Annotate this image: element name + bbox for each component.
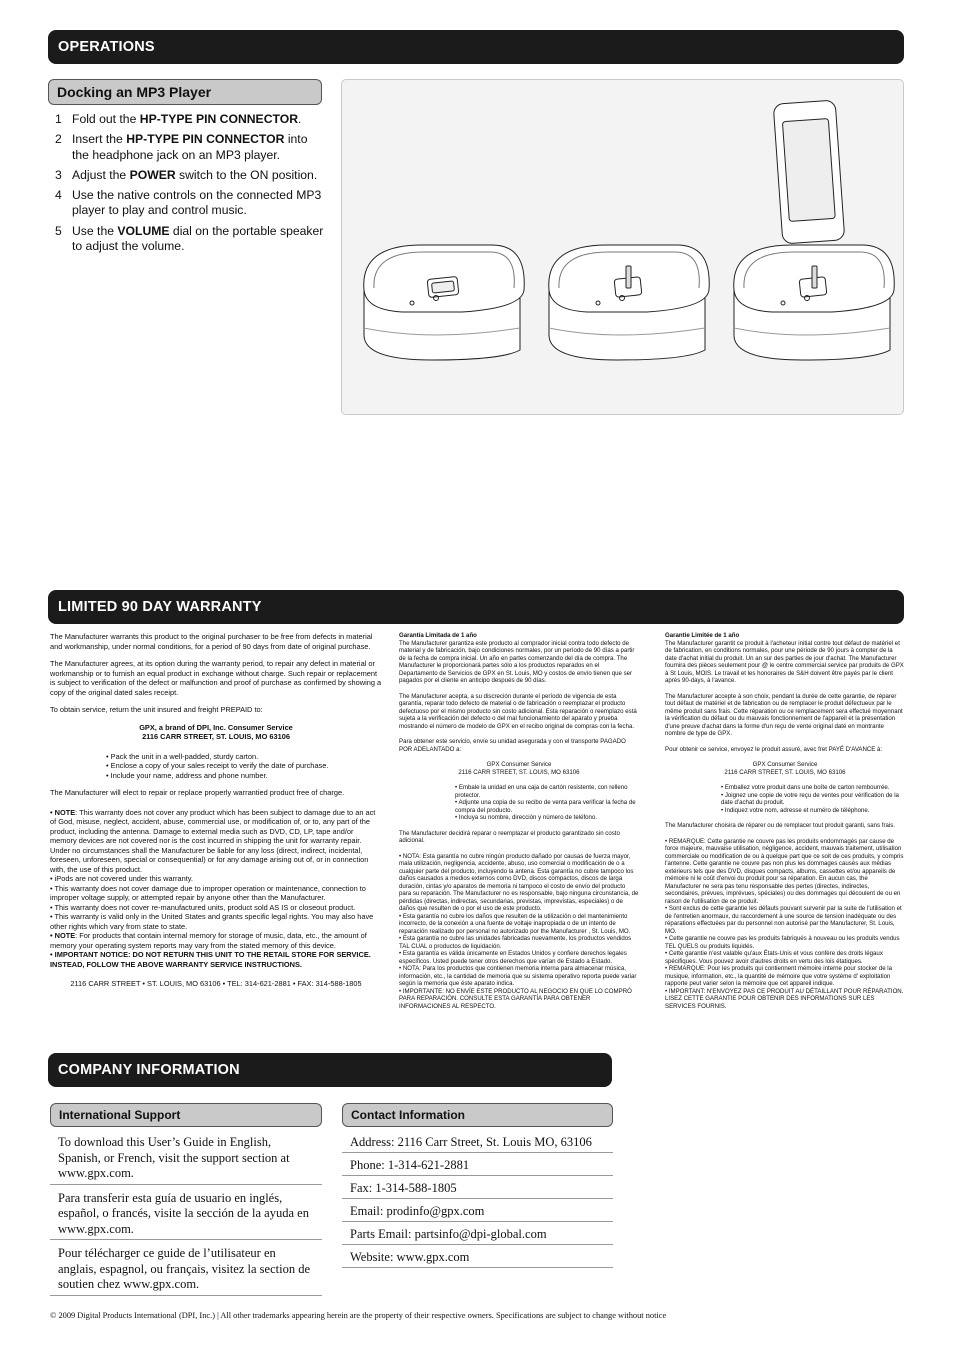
company-header: COMPANY INFORMATION: [48, 1053, 612, 1087]
step-4: 4 Use the native controls on the connected MP3 player to play and control music.: [55, 187, 322, 218]
speaker-1-icon: [364, 245, 524, 360]
intl-support-subheader: International Support: [50, 1103, 322, 1127]
intl-french: Pour télécharger ce guide de l’utilisateur en anglais, espagnol, ou français, visitez la section de soutien chez www.gpx.com.: [50, 1246, 322, 1296]
contact-website: Website: www.gpx.com: [342, 1250, 613, 1268]
operations-header: OPERATIONS: [48, 30, 904, 64]
mp3-player-icon: [773, 100, 845, 244]
contact-info-subheader: Contact Information: [342, 1103, 613, 1127]
docking-illustration: [341, 79, 904, 415]
contact-address: Address: 2116 Carr Street, St. Louis MO, 63106: [342, 1135, 613, 1153]
contact-email: Email: prodinfo@gpx.com: [342, 1204, 613, 1222]
step-1: 1 Fold out the HP-TYPE PIN CONNECTOR.: [55, 112, 302, 126]
step-2: 2 Insert the HP-TYPE PIN CONNECTOR into the headphone jack on an MP3 player.: [55, 132, 308, 162]
speaker-dock-diagram: [342, 80, 905, 416]
warranty-french: Garantie Limitée de 1 año The Manufacturer garantit ce produit à l'acheteur initial contre tout défaut de matériel et de fabrication, en conditions normales, pour une période de 90 jours à compter de la date d'achat initial du produit. Un an sur des parties de jour d'achat. The Manufacturer fournira des pièces seulement pour @ le centre commercial service par produits de GPX à St Louis, MOIS. Le travail et les honoraires de S&H doivent être payés par le client après 90-days, à l'avance. The Manufacturer accepte à son choix, pendant la durée de cette garantie, de réparer tout défaut de matériel et de fabrication ou de remplacer le produit défectueux par le même produit sans frais. Cette réparation ou ce remplacement sera effectué moyennant la vérification du défaut ou du mauvais fonctionnement de l'appareil et la présentation d'une preuve d'achat dans la forme d'un reçu de vente original daté en montrante nombre de type de GPX. Pour obtenir ce service, envoyez le produit assuré, avec fret PAYÉ D'AVANCE à: GPX Consumer Service 2116 CARR STREET, ST. LOUIS, MO 63106 • Emballez votre produit dans une boîte de carton rembourrée. • Joignez une copie de votre reçu de ventes pour vérification de la date d'achat du produit. • Indiquez votre nom, adresse et numéro de téléphone. The Manufacturer choisira de réparer ou de remplacer tout produit garanti, sans frais. • REMARQUE: Cette garantie ne couvre pas les produits endommagés par cause de force majeure, mauvaise utilisation, négligence, accident, mauvais traitement, utilisation commerciale ou modification de ou à quelque part que ce soit de ces produits, y compris l'antenne. Cette garantie ne couvre pas non plus les dommages causés aux médias extérieurs tels que des DVD, disques compacts, albums, cassettes et/ou appareils de mémoire ni le coût d'envoi du produit pour sa réparation. En aucun cas, the Manufacturer ne sera pas tenu responsable des pertes (directes, indirectes, secondaires, prévues, imprévues, spéciales) ou des dommages qui découlent de ou en raison de l'utilisation de ce produit. • Sont exclus de cette garantie les défauts pouvant survenir par la suite de l'utilisation et de l'entretien anormaux, du raccordement à une source de tension inadéquate ou des réparations effectuées par du personnel non autorisé par the Manufacturer, St. Louis, MO. • Cette garantie ne couvre pas les produits fabriqués à nouveau ou les produits vendus TEL QUELS ou produits liquidés. • Cette garantie n'est valable qu'aux États-Unis et vous confère des droits légaux spécifiques. Vous pouvez avoir d'autres droits en vertu des lois étatiques. • REMARQUE: Pour les produits qui contiennent mémoire interne pour stocker de la musique, information, etc., la quantité de mémoire que votre système d' exploitation rapporte peut varier selon la mémoire que cet appareil indique. • IMPORTANT: N'ENVOYEZ PAS CE PRODUIT AU DÉTAILLANT POUR RÉPARATION. LISEZ CETTE GARANTIE POUR OBTENIR DES INFORMATIONS SUR LES SERVICES FOURNIS.: [665, 632, 904, 1010]
docking-subheader: Docking an MP3 Player: [48, 79, 322, 105]
intl-spanish: Para transferir esta guía de usuario en inglés, español, o francés, visite la sección de la ayuda en www.gpx.com.: [50, 1191, 322, 1241]
intl-support-text: [50, 1135, 322, 1302]
step-5: 5 Use the VOLUME dial on the portable speaker to adjust the volume.: [55, 223, 324, 254]
step-3: 3 Adjust the POWER switch to the ON position.: [55, 167, 318, 182]
contact-phone: Phone: 1-314-621-2881: [342, 1158, 613, 1176]
warranty-english: The Manufacturer warrants this product to the original purchaser to be free from defects in material and workmanship, under normal conditions, for a period of 90 days from date of original purchase. The Manufacturer agrees, at its option during the warranty period, to repair any defect in material or workmanship or to furnish an equal product in exchange without charge. Such repair or replacement is subject to verification of the defect or malfunction and proof of purchase as confirmed by showing a copy of the original dated sales receipt. To obtain service, return the unit insured and freight PREPAID to: GPX, a brand of DPI, Inc. Consumer Service 2116 CARR STREET, ST. LOUIS, MO 63106 • Pack the unit in a well-padded, sturdy carton. • Enclose a copy of your sales receipt to verify the date of purchase. • Include your name, address and phone number. The Manufacturer will elect to repair or replace properly warrantied product free of charge. • NOTE: This warranty does not cover any product which has been subject to damage due to an act of God, misuse, neglect, accident, abuse, commercial use, or modification of, or to, any part of the product, including the antenna. Damage to external media such as DVD, CD, LP, tape and/or memory devices are not covered nor is the cost incurred in shipping the unit for warranty repair. Under no circumstances shall the Manufacturer be liable for any loss (direct, indirect, incidental, foreseen, unforeseen, special or consequential) or for any damage arising out of, or in connection with, the use of this product. • iPods are not covered under this warranty. • This warranty does not cover damage due to improper operation or maintenance, connection to improper voltage supply, or attempted repair by anyone other than the Manufacturer. • This warranty does not cover re-manufactured units, product sold AS IS or closeout product. • This warranty is valid only in the United States and grants specific legal rights. You may also have other rights which vary from state to state. • NOTE: For products that contain internal memory for storage of music, data, etc., the amount of memory your operating system reports may vary from the stated memory of this device. • IMPORTANT NOTICE: DO NOT RETURN THIS UNIT TO THE RETAIL STORE FOR SERVICE. INSTEAD, FOLLOW THE ABOVE WARRANTY SERVICE INSTRUCTIONS. 2116 CARR STREET • ST. LOUIS, MO 63106 • TEL: 314-621-2881 • FAX: 314-588-1805: [50, 632, 382, 988]
contact-parts-email: Parts Email: partsinfo@dpi-global.com: [342, 1227, 613, 1245]
contact-fax: Fax: 1-314-588-1805: [342, 1181, 613, 1199]
speaker-2-icon: [549, 245, 709, 360]
intl-english: To download this User’s Guide in English, Spanish, or French, visit the support section at www.gpx.com.: [50, 1135, 322, 1185]
warranty-spanish: Garantía Limitada de 1 año The Manufacturer garantiza este producto al comprador inicial contra todo defecto de material y de fabricación, bajo condiciones normales, por un período de 90 días a partir de la fecha de compra inicial. Un año en partes comenzando del día de compra. The Manufacturer le proporcionará partes sólo a los productos reparados en el Departamento de Servicios de GPX en St. Louis, MO y costos de envío tienen que ser pagados por el cliente en anticipo después de 90 días. The Manufacturer acepta, a su discreción durante el período de vigencia de esta garantía, reparar todo defecto de material o de fabricación o reemplazar el producto defectuoso por el mismo producto sin costo adicional. Esta reparación o reemplazo está sujeta a la verificación del defecto o del mal funcionamiento del aparato y prueba mostrando el número de modelo de GPX en el recibo original de compras con la fecha. Para obtener este servicio, envíe su unidad asegurada y con el transporte PAGADO POR ADELANTADO a: GPX Consumer Service 2116 CARR STREET, ST. LOUIS, MO 63106 • Embale la unidad en una caja de cartón resistente, con relleno protector. • Adjunte una copia de su recibo de venta para verificar la fecha de compra del producto. • Incluya su nombre, dirección y número de teléfono. The Manufacturer decidirá reparar o reemplazar el producto garantizado sin costo adicional. • NOTA: Esta garantía no cubre ningún producto dañado por causas de fuerza mayor, mala utilización, negligencia, accidente, abuso, uso comercial o modificación de o a cualquier parte del producto, incluyendo la antena. Esta garantía no cubre tampoco los daños causados a medios externos como DVD, discos compactos, discos de larga duración, cintas y/o aparatos de memoria ni tampoco el costo de envío del producto para su reparación. The Manufacturer no es responsable, bajo ninguna circunstancia, de pérdidas (directas, indirectas, secundarias, previstas, imprevistas, especiales) o de daños que resulten de o por el uso de este producto. • Esta garantía no cubre los daños que resulten de la utilización o del mantenimiento incorrecto, de la conexión a una fuente de voltaje inapropiada o de un intento de reparación realizado por personal no autorizado por the Manufacturer , St. Louis, MO. • Esta garantía no cubre las unidades fabricadas nuevamente, los productos vendidos TAL CUAL o productos de liquidación. • Esta garantía es válida únicamente en Estados Unidos y confiere derechos legales específicos. Usted puede tener otros derechos que varían de Estado a Estado. • NOTA: Para los productos que contienen memoria interna para almacenar música, información, etc., la cantidad de memoria que su sistema operativo reporta puede variar según la memoria que éste aparato indica. • IMPORTANTE: NO ENVÍE ESTE PRODUCTO AL NEGOCIO EN QUE LO COMPRÓ PARA REPARACIÓN. CONSULTE ESTA GARANTÍA PARA OBTENER INFORMACIONES AL RESPECTO.: [399, 632, 639, 1010]
copyright-footer: © 2009 Digital Products International (DPI, Inc.) | All other trademarks appearing herein are the property of their respective owners. Specifications are subject to change without notice: [50, 1311, 667, 1320]
speaker-3-icon: [734, 245, 894, 360]
contact-list: [342, 1135, 613, 1273]
docking-steps: [55, 112, 325, 259]
warranty-header: LIMITED 90 DAY WARRANTY: [48, 590, 904, 624]
